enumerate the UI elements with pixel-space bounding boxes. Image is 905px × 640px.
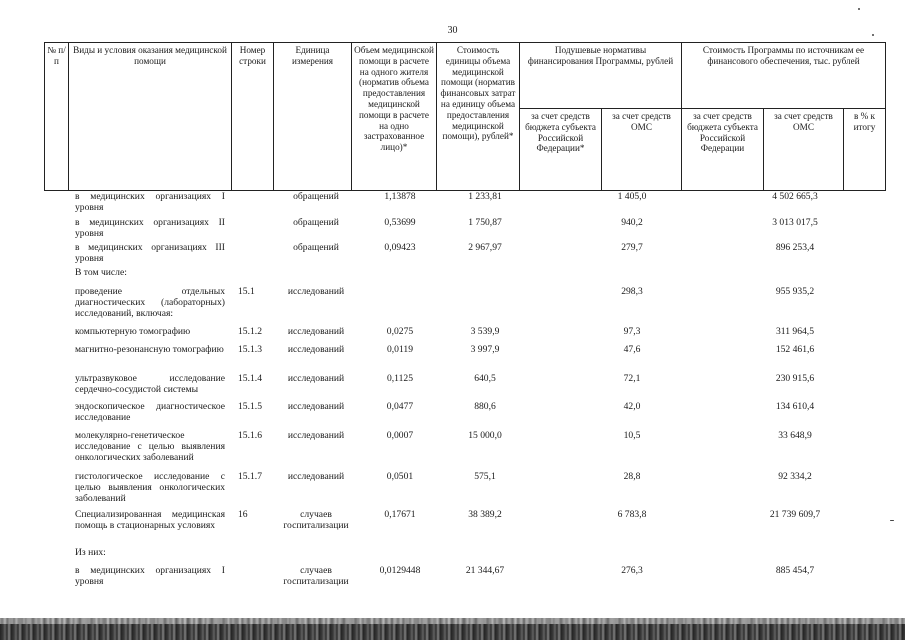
row-norm-oms: 940,2 bbox=[621, 217, 643, 228]
row-volume: 0,0275 bbox=[386, 326, 414, 337]
row-unit-cost: 15 000,0 bbox=[468, 430, 502, 441]
row-unit: обращений bbox=[293, 242, 339, 253]
row-volume: 0,0477 bbox=[386, 401, 414, 412]
header-norm-budget: за счет средств бюджета субъекта Российской Федерации* bbox=[520, 109, 602, 191]
row-line-number: 15.1.2 bbox=[238, 326, 262, 337]
row-volume: 0,0501 bbox=[386, 471, 414, 482]
row-volume: 0,0129448 bbox=[379, 565, 421, 576]
header-volume: Объем медицинской помощи в расчете на одного жителя (норматив объема предоставления медицинской помощи в расчете на одно застрахованное лицо)* bbox=[352, 43, 437, 191]
header-cost: Стоимость единицы объема медицинской помощи (норматив финансовых затрат на единицу объема предоставления медицинской помощи), рублей* bbox=[437, 43, 520, 191]
row-line-number: 15.1.6 bbox=[238, 430, 262, 441]
row-line-number: 15.1.7 bbox=[238, 471, 262, 482]
row-name: проведение отдельных диагностических (лабораторных) исследований, включая: bbox=[75, 286, 225, 319]
row-unit-cost: 1 233,81 bbox=[468, 191, 502, 202]
row-program-oms: 33 648,9 bbox=[778, 430, 812, 441]
header-program-group: Стоимость Программы по источникам ее финансового обеспечения, тыс. рублей bbox=[682, 43, 886, 109]
row-norm-oms: 28,8 bbox=[623, 471, 641, 482]
row-unit-cost: 880,6 bbox=[474, 401, 496, 412]
row-name: в медицинских организациях I уровня bbox=[75, 565, 225, 587]
row-unit: случаев госпитализации bbox=[283, 565, 349, 587]
row-name: Специализированная медицинская помощь в стационарных условиях bbox=[75, 509, 225, 531]
row-unit: исследований bbox=[287, 286, 345, 297]
row-program-oms: 230 915,6 bbox=[775, 373, 815, 384]
header-prog-budget: за счет средств бюджета субъекта Российской Федерации bbox=[682, 109, 764, 191]
row-program-oms: 152 461,6 bbox=[775, 344, 815, 355]
row-name: компьютерную томографию bbox=[75, 326, 191, 337]
row-name: гистологическое исследование с целью выявления онкологических заболеваний bbox=[75, 471, 225, 504]
row-program-oms: 134 610,4 bbox=[775, 401, 815, 412]
row-program-oms: 4 502 665,3 bbox=[772, 191, 818, 202]
row-norm-oms: 279,7 bbox=[621, 242, 643, 253]
row-volume: 0,53699 bbox=[384, 217, 416, 228]
header-no: № п/п bbox=[45, 43, 69, 191]
row-unit: случаев госпитализации bbox=[283, 509, 349, 531]
header-prog-oms: за счет средств ОМС bbox=[764, 109, 844, 191]
row-volume: 0,0007 bbox=[386, 430, 414, 441]
row-name: молекулярно-генетическое исследование с целью выявления онкологических заболеваний bbox=[75, 430, 225, 463]
row-volume: 0,0119 bbox=[386, 344, 414, 355]
row-program-oms: 21 739 609,7 bbox=[769, 509, 821, 520]
row-volume: 0,1125 bbox=[386, 373, 414, 384]
row-program-oms: 311 964,5 bbox=[775, 326, 815, 337]
row-unit: исследований bbox=[287, 373, 345, 384]
row-unit: исследований bbox=[287, 430, 345, 441]
row-volume: 0,17671 bbox=[384, 509, 416, 520]
row-unit-cost: 3 997,9 bbox=[470, 344, 500, 355]
row-volume: 1,13878 bbox=[384, 191, 416, 202]
row-program-oms: 885 454,7 bbox=[775, 565, 815, 576]
header-norms-group: Подушевые нормативы финансирования Программы, рублей bbox=[520, 43, 682, 109]
row-name: в медицинских организациях I уровня bbox=[75, 191, 225, 213]
row-unit-cost: 1 750,87 bbox=[468, 217, 502, 228]
row-norm-oms: 42,0 bbox=[623, 401, 641, 412]
scan-footer-band bbox=[0, 618, 905, 640]
row-name: магнитно-резонансную томографию bbox=[75, 344, 224, 355]
row-norm-oms: 97,3 bbox=[623, 326, 641, 337]
header-unit: Единица измерения bbox=[274, 43, 352, 191]
row-unit: исследований bbox=[287, 471, 345, 482]
row-norm-oms: 10,5 bbox=[623, 430, 641, 441]
row-unit: исследований bbox=[287, 344, 345, 355]
row-volume: 0,09423 bbox=[384, 242, 416, 253]
row-unit-cost: 3 539,9 bbox=[470, 326, 500, 337]
row-line-number: 15.1 bbox=[238, 286, 255, 297]
row-line-number: 15.1.5 bbox=[238, 401, 262, 412]
row-program-oms: 896 253,4 bbox=[775, 242, 815, 253]
row-name: в медицинских организациях III уровня bbox=[75, 242, 225, 264]
row-unit: исследований bbox=[287, 326, 345, 337]
header-line: Номер строки bbox=[232, 43, 274, 191]
row-unit-cost: 640,5 bbox=[474, 373, 496, 384]
row-norm-oms: 72,1 bbox=[623, 373, 641, 384]
row-line-number: 16 bbox=[238, 509, 248, 520]
row-name: Из них: bbox=[75, 547, 106, 558]
row-unit-cost: 2 967,97 bbox=[468, 242, 502, 253]
row-norm-oms: 298,3 bbox=[621, 286, 643, 297]
row-unit: исследований bbox=[287, 401, 345, 412]
page-number: 30 bbox=[447, 25, 458, 36]
row-norm-oms: 47,6 bbox=[623, 344, 641, 355]
row-unit-cost: 575,1 bbox=[474, 471, 496, 482]
row-line-number: 15.1.4 bbox=[238, 373, 262, 384]
row-line-number: 15.1.3 bbox=[238, 344, 262, 355]
row-unit: обращений bbox=[293, 217, 339, 228]
row-program-oms: 955 935,2 bbox=[775, 286, 815, 297]
row-unit-cost: 38 389,2 bbox=[468, 509, 502, 520]
row-program-oms: 92 334,2 bbox=[778, 471, 812, 482]
row-name: эндоскопическое диагностическое исследование bbox=[75, 401, 225, 423]
row-norm-oms: 6 783,8 bbox=[617, 509, 647, 520]
row-norm-oms: 1 405,0 bbox=[617, 191, 647, 202]
row-name: В том числе: bbox=[75, 267, 127, 278]
row-unit: обращений bbox=[293, 191, 339, 202]
header-norm-oms: за счет средств ОМС bbox=[602, 109, 682, 191]
row-name: в медицинских организациях II уровня bbox=[75, 217, 225, 239]
header-kind: Виды и условия оказания медицинской помощи bbox=[69, 43, 232, 191]
row-program-oms: 3 013 017,5 bbox=[772, 217, 818, 228]
row-name: ультразвуковое исследование сердечно-сосудистой системы bbox=[75, 373, 225, 395]
row-norm-oms: 276,3 bbox=[621, 565, 643, 576]
header-prog-pct: в % к итогу bbox=[844, 109, 886, 191]
row-unit-cost: 21 344,67 bbox=[465, 565, 505, 576]
